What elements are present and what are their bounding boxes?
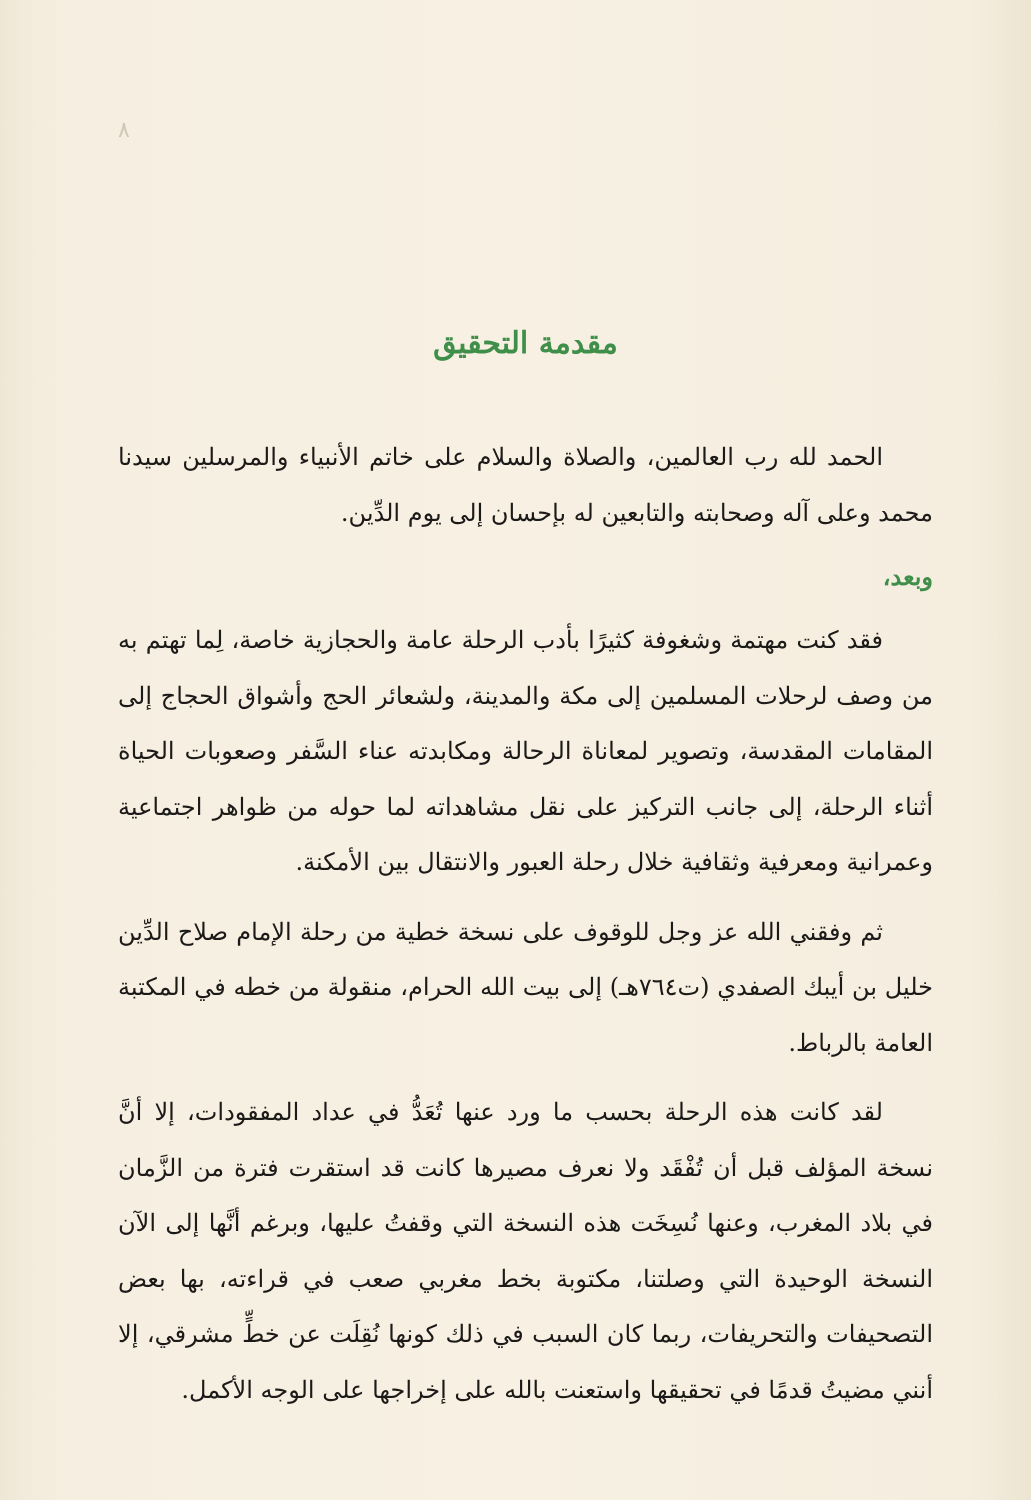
transition-heading: وبعد، <box>882 562 933 591</box>
page-content <box>118 320 933 1432</box>
paragraph-manuscript-history: لقد كانت هذه الرحلة بحسب ما ورد عنها تُعَدُّ في عداد المفقودات، إلا أنَّ نسخة المؤلف قبل أن تُفْقَد ولا نعرف مصيرها كانت قد استقرت فترة من الزَّمان في بلاد المغرب، وعنها نُسِخَت هذه النسخة التي وقفتُ عليها، وبرغم أنَّها إلى الآن النسخة الوحيدة التي وصلتنا، مكتوبة بخط مغربي صعب في قراءته، بها بعض التصحيفات والتحريفات، ربما كان السبب في ذلك كونها نُقِلَت عن خطٍّ مشرقي، إلا أنني مضيتُ قدمًا في تحقيقها واستعنت بالله على إخراجها على الوجه الأكمل. <box>118 1098 933 1404</box>
page-number: ٨ <box>118 118 130 143</box>
section-title: مقدمة التحقيق <box>433 326 618 361</box>
paragraph-manuscript-discovery: ثم وفقني الله عز وجل للوقوف على نسخة خطية من رحلة الإمام صلاح الدِّين خليل بن أيبك الصفدي (ت٧٦٤هـ) إلى بيت الله الحرام، منقولة من خطه في المكتبة العامة بالرباط. <box>118 917 934 1057</box>
paragraph-opening-praise: الحمد لله رب العالمين، والصلاة والسلام على خاتم الأنبياء والمرسلين سيدنا محمد وعلى آله وصحابته والتابعين له بإحسان إلى يوم الدِّين. <box>118 443 933 527</box>
paragraph-interest-in-travel-literature: فقد كنت مهتمة وشغوفة كثيرًا بأدب الرحلة عامة والحجازية خاصة، لِما تهتم به من وصف لرحلات المسلمين إلى مكة والمدينة، ولشعائر الحج وأشواق الحجاج إلى المقامات المقدسة، وتصوير لمعاناة الرحالة ومكابدته عناء السَّفر وصعوبات الحياة أثناء الرحلة، إلى جانب التركيز على نقل مشاهداته لما حوله من ظواهر اجتماعية وعمرانية ومعرفية وثقافية خلال رحلة العبور والانتقال بين الأمكنة. <box>118 626 933 876</box>
